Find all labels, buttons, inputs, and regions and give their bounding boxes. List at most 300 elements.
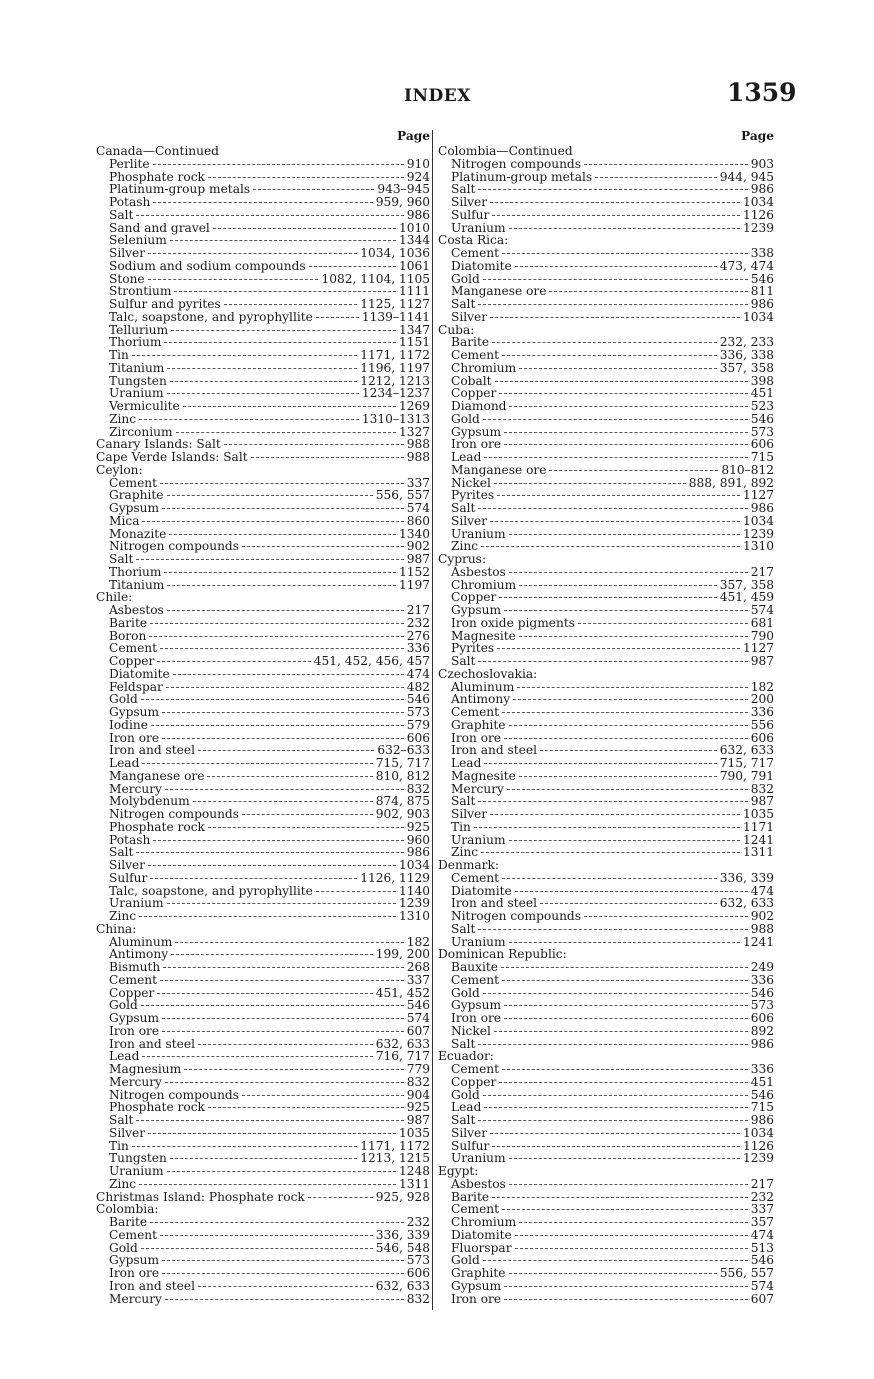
dot-leader	[150, 622, 404, 624]
index-column-right	[438, 127, 774, 1305]
entry-name: Gold	[451, 1253, 480, 1268]
entry-name: Lead	[451, 450, 482, 464]
dot-leader	[162, 1259, 404, 1261]
entry-pages: 1010	[398, 220, 430, 235]
dot-leader	[492, 1145, 740, 1147]
index-entry	[438, 642, 774, 655]
index-group-heading: Denmark:	[438, 858, 499, 872]
index-entry	[438, 298, 774, 311]
index-entry	[96, 910, 430, 923]
index-entry	[96, 1178, 430, 1191]
entry-name: Chromium	[451, 1215, 517, 1229]
entry-pages: 556	[750, 717, 774, 732]
page-column-label: Page	[396, 129, 430, 143]
index-group-heading: Czechoslovakia:	[438, 666, 538, 681]
entry-pages: 607	[406, 1023, 430, 1038]
dot-leader	[490, 813, 740, 815]
entry-name: Mercury	[451, 781, 504, 796]
entry-name: Cobalt	[451, 373, 492, 388]
dot-leader	[142, 762, 372, 764]
entry-name: Mercury	[109, 1074, 162, 1089]
dot-leader	[540, 749, 717, 751]
dot-leader	[595, 176, 717, 178]
entry-pages: 1171	[742, 819, 774, 834]
dot-leader	[490, 316, 740, 318]
dot-leader	[160, 979, 404, 981]
dot-leader	[164, 341, 396, 343]
entry-name: Barite	[109, 615, 148, 630]
dot-leader	[474, 826, 740, 828]
entry-name: Copper	[451, 1074, 497, 1089]
entry-pages: 987	[406, 552, 430, 566]
entry-name: Zinc	[451, 539, 479, 554]
entry-name: Nickel	[451, 475, 491, 490]
dot-leader	[198, 1043, 373, 1045]
entry-name: Nitrogen compounds	[109, 1087, 239, 1102]
dot-leader	[494, 482, 686, 484]
entry-pages: 336	[750, 972, 774, 987]
index-entry	[96, 196, 430, 209]
entry-name: Cement	[451, 246, 500, 260]
entry-name: Titanium	[109, 577, 165, 592]
entry-pages: 1239	[742, 526, 774, 541]
entry-name: Sulfur	[451, 1138, 490, 1153]
dot-leader	[481, 851, 740, 853]
entry-pages: 398	[750, 373, 774, 388]
entry-pages: 988	[406, 437, 430, 452]
entry-pages: 790, 791	[719, 768, 774, 783]
index-group-heading: Chile:	[96, 590, 133, 605]
index-entry	[96, 859, 430, 872]
dot-leader	[198, 1285, 373, 1287]
dot-leader	[504, 737, 748, 739]
entry-pages: 336	[750, 1062, 774, 1076]
entry-name: Nitrogen compounds	[451, 156, 581, 171]
entry-name: Mercury	[109, 1291, 162, 1306]
dot-leader	[509, 533, 740, 535]
index-entry	[438, 974, 774, 987]
index-entry	[96, 1267, 430, 1280]
entry-pages: 1310–1313	[361, 411, 430, 426]
dot-leader	[515, 890, 748, 892]
entry-pages: 832	[406, 1291, 430, 1306]
entry-name: Graphite	[109, 488, 164, 503]
dot-leader	[515, 265, 717, 267]
entry-name: Silver	[451, 807, 488, 821]
entry-pages: 1061	[398, 258, 430, 273]
entry-name: Sodium and sodium compounds	[109, 258, 306, 273]
dot-leader	[251, 456, 404, 458]
entry-pages: 716, 717	[375, 1049, 430, 1064]
entry-name: Copper	[109, 654, 155, 668]
entry-name: Feldspar	[109, 679, 163, 694]
entry-name: Gypsum	[109, 1253, 160, 1268]
index-entry	[438, 438, 774, 451]
index-entry	[438, 655, 774, 668]
dot-leader	[549, 469, 718, 471]
index-entry	[96, 668, 430, 681]
dot-leader	[484, 762, 716, 764]
entry-name: Lead	[451, 1100, 482, 1115]
dot-leader	[141, 1004, 404, 1006]
entry-name: Gypsum	[109, 501, 160, 515]
entry-name: Strontium	[109, 284, 172, 299]
entry-name: Uranium	[109, 1164, 164, 1178]
entry-pages: 357, 358	[719, 360, 774, 375]
dot-leader	[136, 851, 403, 853]
entry-name: Uranium	[451, 934, 506, 949]
dot-leader	[584, 915, 748, 917]
dot-leader	[163, 966, 403, 968]
entry-pages: 1035	[398, 1125, 430, 1140]
entry-pages: 276	[406, 628, 430, 643]
index-entry	[96, 1012, 430, 1025]
entry-name: Zinc	[109, 909, 137, 923]
index-column-left	[96, 127, 430, 1305]
dot-leader	[160, 647, 404, 649]
entry-pages: 1139–1141	[361, 309, 430, 324]
dot-leader	[160, 1234, 373, 1236]
entry-pages: 959, 960	[375, 195, 430, 209]
dot-leader	[148, 278, 319, 280]
index-entry	[438, 209, 774, 222]
dot-leader	[497, 494, 740, 496]
dot-leader	[483, 1259, 748, 1261]
entry-name: Diatomite	[451, 1227, 512, 1242]
entry-name: Uranium	[451, 526, 506, 541]
dot-leader	[492, 214, 740, 216]
dot-leader	[309, 265, 396, 267]
entry-pages: 1197	[398, 577, 430, 592]
entry-pages: 574	[750, 1278, 774, 1293]
entry-name: Iron ore	[451, 1291, 502, 1306]
index-entry	[438, 540, 774, 553]
entry-name: Uranium	[451, 220, 506, 235]
dot-leader	[139, 1183, 396, 1185]
dot-leader	[478, 660, 747, 662]
index-entry	[96, 1025, 430, 1038]
index-entry	[438, 910, 774, 923]
dot-leader	[502, 1208, 748, 1210]
entry-name: Tungsten	[109, 1151, 167, 1166]
index-group-heading: China:	[96, 921, 137, 936]
entry-name: Fluorspar	[451, 1240, 512, 1255]
index-entry	[96, 1293, 430, 1306]
dot-leader	[193, 800, 373, 802]
index-entry	[96, 1280, 430, 1293]
dot-leader	[170, 1157, 357, 1159]
entry-pages: 986	[750, 182, 774, 197]
entry-name: Tin	[109, 1138, 129, 1153]
dot-leader	[157, 992, 372, 994]
dot-leader	[478, 1119, 747, 1121]
entry-pages: 573	[406, 705, 430, 719]
entry-name: Salt	[109, 1113, 134, 1127]
dot-leader	[502, 877, 717, 879]
dot-leader	[183, 405, 396, 407]
entry-pages: 1196, 1197	[360, 360, 430, 375]
entry-pages: 986	[406, 845, 430, 860]
entry-name: Mercury	[109, 781, 162, 796]
entry-pages: 832	[406, 1074, 430, 1089]
entry-pages: 337	[750, 1202, 774, 1217]
index-entry	[438, 1293, 774, 1306]
entry-name: Phosphate rock	[109, 169, 205, 184]
entry-pages: 451	[750, 1074, 774, 1089]
entry-name: Lead	[109, 1049, 140, 1064]
entry-name: Asbestos	[109, 603, 164, 617]
entry-name: Mica	[109, 513, 140, 528]
entry-name: Iron ore	[451, 437, 502, 452]
dot-leader	[499, 596, 716, 598]
entry-pages: 715, 717	[375, 756, 430, 770]
entry-name: Cement	[109, 641, 158, 656]
index-entry	[96, 872, 430, 885]
dot-leader	[162, 737, 404, 739]
dot-leader	[484, 456, 747, 458]
index-entry	[438, 400, 774, 413]
index-entry	[96, 1216, 430, 1229]
dot-leader	[136, 1119, 403, 1121]
entry-name: Zirconium	[109, 424, 173, 439]
dot-leader	[165, 788, 404, 790]
entry-name: Aluminum	[451, 679, 515, 694]
left-entries	[96, 145, 430, 1305]
dot-leader	[540, 902, 717, 904]
entry-pages: 988	[406, 450, 430, 464]
index-entry	[96, 897, 430, 910]
index-entry	[96, 987, 430, 1000]
entry-name: Cement	[451, 348, 500, 362]
dot-leader	[207, 775, 372, 777]
entry-name: Iron and steel	[451, 743, 537, 758]
entry-name: Platinum-group metals	[451, 169, 593, 184]
dot-leader	[502, 1068, 748, 1070]
entry-pages: 606	[750, 730, 774, 745]
entry-name: Barite	[109, 1215, 148, 1229]
index-entry	[96, 617, 430, 630]
entry-pages: 1111	[398, 284, 430, 299]
entry-name: Iron and steel	[451, 896, 537, 911]
dot-leader	[504, 431, 748, 433]
index-entry	[438, 158, 774, 171]
index-entry	[96, 846, 430, 859]
index-entry	[96, 681, 430, 694]
dot-leader	[499, 392, 747, 394]
entry-pages: 1310	[398, 909, 430, 923]
dot-leader	[141, 1247, 373, 1249]
dot-leader	[173, 673, 404, 675]
entry-name: Potash	[109, 195, 151, 209]
entry-pages: 1248	[398, 1164, 430, 1178]
index-entry	[438, 1280, 774, 1293]
entry-pages: 987	[406, 1113, 430, 1127]
index-group-heading: Colombia:	[96, 1202, 159, 1217]
index-entry	[438, 247, 774, 260]
entry-pages: 513	[750, 1240, 774, 1255]
entry-pages: 451, 459	[719, 590, 774, 605]
entry-pages: 574	[750, 603, 774, 617]
entry-name: Chromium	[451, 360, 517, 375]
entry-name: Salt	[451, 1113, 476, 1127]
entry-name: Nitrogen compounds	[451, 909, 581, 923]
dot-leader	[504, 1017, 748, 1019]
dot-leader	[167, 609, 404, 611]
dot-leader	[208, 826, 404, 828]
entry-pages: 482	[406, 679, 430, 694]
entry-name: Nitrogen compounds	[109, 807, 239, 821]
index-entry	[438, 770, 774, 783]
entry-name: Gold	[451, 271, 480, 286]
entry-pages: 860	[406, 513, 430, 528]
dot-leader	[166, 686, 404, 688]
entry-pages: 1327	[398, 424, 430, 439]
entry-pages: 986	[750, 1036, 774, 1051]
entry-name: Zinc	[451, 845, 479, 860]
entry-name: Phosphate rock	[109, 1100, 205, 1115]
index-entry	[96, 1114, 430, 1127]
index-entry	[438, 923, 774, 936]
entry-pages: 902	[406, 539, 430, 554]
entry-pages: 336, 338	[719, 348, 774, 362]
index-group-heading: Dominican Republic:	[438, 947, 567, 962]
dot-leader	[584, 163, 748, 165]
entry-name: Zinc	[109, 411, 137, 426]
entry-pages: 217	[750, 1176, 774, 1191]
entry-name: Gypsum	[109, 1011, 160, 1025]
index-entry	[96, 209, 430, 222]
dot-leader	[167, 494, 373, 496]
dot-leader	[478, 303, 747, 305]
index-group-heading: Colombia—Continued	[438, 144, 573, 158]
entry-pages: 546, 548	[375, 1240, 430, 1255]
index-entry	[438, 311, 774, 324]
entry-pages: 1125, 1127	[360, 297, 430, 311]
index-entry	[438, 171, 774, 184]
dot-leader	[175, 941, 403, 943]
entry-name: Tin	[451, 819, 471, 834]
entry-name: Silver	[451, 309, 488, 324]
entry-name: Selenium	[109, 233, 167, 248]
index-entry	[438, 528, 774, 541]
entry-pages: 986	[750, 297, 774, 311]
dot-leader	[148, 252, 357, 254]
entry-pages: 1234–1237	[361, 386, 430, 401]
dot-leader	[184, 1068, 404, 1070]
entry-pages: 232	[406, 1215, 430, 1229]
entry-name: Iron and steel	[109, 743, 195, 758]
dot-leader	[165, 1081, 404, 1083]
index-entry	[96, 1076, 430, 1089]
entry-pages: 1239	[398, 896, 430, 911]
entry-pages: 546	[750, 1253, 774, 1268]
entry-pages: 1311	[742, 845, 774, 860]
entry-pages: 1126, 1129	[360, 870, 430, 885]
dot-leader	[492, 341, 717, 343]
entry-name: Vermiculite	[109, 399, 180, 413]
entry-name: Monazite	[109, 526, 167, 541]
dot-leader	[502, 711, 748, 713]
entry-pages: 902	[750, 909, 774, 923]
index-entry	[438, 196, 774, 209]
entry-pages: 810–812	[721, 462, 774, 477]
dot-leader	[167, 584, 396, 586]
entry-name: Tungsten	[109, 373, 167, 388]
entry-pages: 779	[406, 1062, 430, 1076]
entry-name: Salt	[451, 182, 476, 197]
entry-name: Talc, soapstone, and pyrophyllite	[109, 883, 313, 898]
entry-pages: 902, 903	[375, 807, 430, 821]
entry-pages: 681	[750, 615, 774, 630]
dot-leader	[132, 1145, 357, 1147]
entry-name: Nickel	[451, 1023, 491, 1038]
entry-name: Platinum-group metals	[109, 182, 251, 197]
entry-pages: 200	[750, 692, 774, 707]
entry-pages: 1140	[398, 883, 430, 898]
dot-leader	[150, 877, 357, 879]
entry-name: Iron and steel	[109, 1278, 195, 1293]
index-entry	[438, 706, 774, 719]
entry-pages: 632–633	[377, 743, 430, 758]
entry-name: Copper	[451, 590, 497, 605]
dot-leader	[478, 188, 747, 190]
index-entry	[438, 1025, 774, 1038]
entry-name: Copper	[109, 985, 155, 1000]
entry-name: Aluminum	[109, 934, 173, 949]
entry-pages: 832	[406, 781, 430, 796]
entry-pages: 232	[750, 1189, 774, 1204]
index-entry	[96, 553, 430, 566]
dot-leader	[167, 367, 357, 369]
entry-pages: 632, 633	[375, 1036, 430, 1051]
index-group-heading: Canada—Continued	[96, 144, 219, 158]
dot-leader	[167, 392, 359, 394]
entry-name: Stone	[109, 271, 145, 286]
entry-pages: 573	[406, 1253, 430, 1268]
entry-pages: 1269	[398, 399, 430, 413]
entry-name: Thorium	[109, 335, 162, 350]
entry-name: Salt	[451, 1036, 476, 1051]
index-entry	[96, 349, 430, 362]
entry-name: Iodine	[109, 717, 148, 732]
entry-pages: 232, 233	[719, 335, 774, 350]
dot-leader	[497, 647, 740, 649]
entry-pages: 1034	[742, 309, 774, 324]
entry-name: Salt	[451, 921, 476, 936]
index-entry	[96, 1063, 430, 1076]
entry-name: Lead	[451, 756, 482, 770]
index-group-heading: Egypt:	[438, 1164, 479, 1178]
column-divider	[432, 130, 433, 1310]
entry-name: Salt	[109, 552, 134, 566]
entry-name: Gypsum	[109, 705, 160, 719]
dot-leader	[490, 1132, 740, 1134]
index-entry	[438, 451, 774, 464]
entry-name: Salt	[451, 501, 476, 515]
entry-pages: 1127	[742, 488, 774, 503]
entry-pages: 474	[406, 666, 430, 681]
index-entry	[438, 566, 774, 579]
entry-pages: 904	[406, 1087, 430, 1102]
dot-leader	[160, 482, 404, 484]
entry-name: Diamond	[451, 399, 507, 413]
entry-name: Sulfur	[451, 207, 490, 222]
entry-pages: 451	[750, 386, 774, 401]
entry-pages: 1082, 1104, 1105	[321, 271, 430, 286]
entry-pages: 1212, 1213	[360, 373, 430, 388]
index-entry	[438, 757, 774, 770]
entry-name: Uranium	[109, 896, 164, 911]
